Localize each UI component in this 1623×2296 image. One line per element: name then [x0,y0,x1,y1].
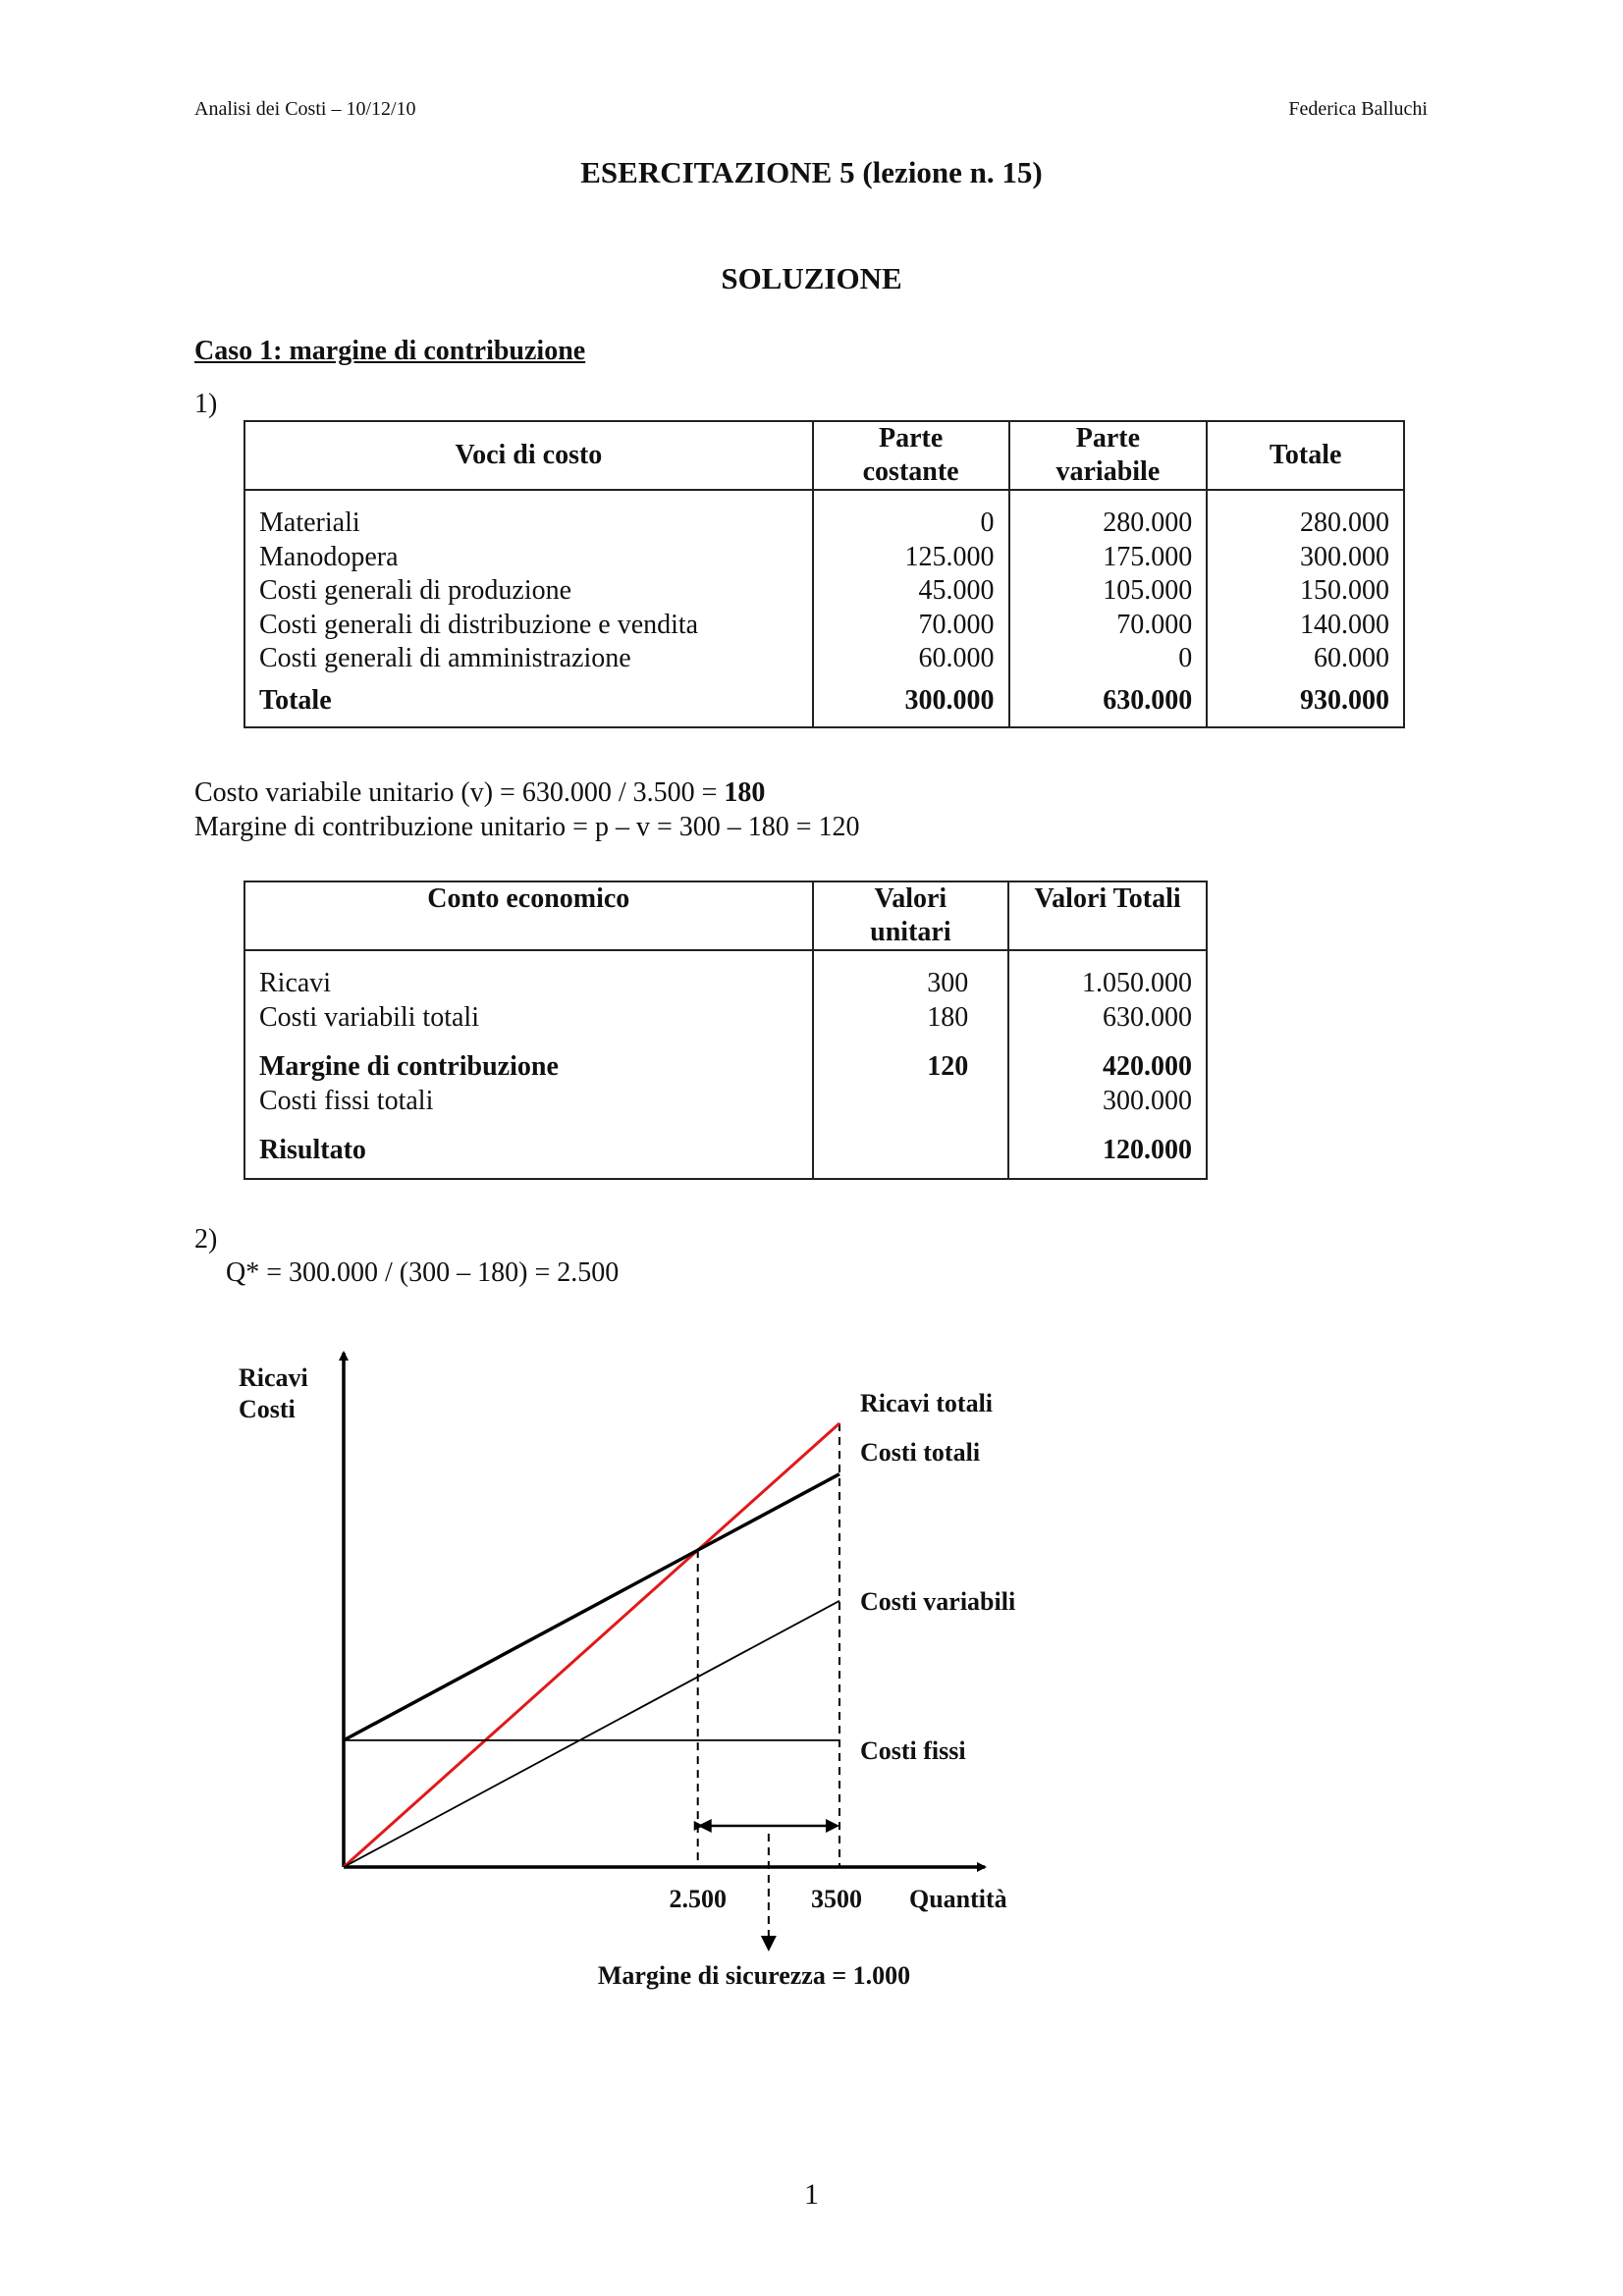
cell-label: Risultato [244,1118,813,1179]
header-costante: Parte costante [813,421,1009,490]
formula-margine-unitario: Margine di contribuzione unitario = p – v = 300 – 180 = 120 [194,812,860,842]
cell-total: 120.000 [1008,1118,1207,1179]
cell-voce: Costi generali di produzione [244,574,813,609]
cell-totale: 140.000 [1207,609,1404,643]
cell-costante: 70.000 [813,609,1009,643]
cell-costante: 125.000 [813,541,1009,575]
cell-costante: 0 [813,507,1009,541]
safety-margin-annotation: Margine di sicurezza = 1.000 [597,1961,911,1990]
cell-total: 420.000 [1008,1035,1207,1085]
series-line-costi-totali [344,1474,839,1740]
safety-margin-pointer-head [761,1936,777,1951]
cell-totale-total: 930.000 [1207,676,1404,727]
cell-voce: Manodopera [244,541,813,575]
cell-total: 300.000 [1008,1085,1207,1119]
page-number: 1 [804,2178,819,2211]
cell-voce: Costi generali di amministrazione [244,642,813,676]
safety-margin-arrowhead-left [698,1819,712,1833]
point-1-label: 1) [194,389,218,419]
header-left: Analisi dei Costi – 10/12/10 [194,98,416,120]
cell-variabile: 280.000 [1009,507,1208,541]
header-variabile: Parte variabile [1009,421,1208,490]
cell-variabile: 70.000 [1009,609,1208,643]
label-costi-fissi: Costi fissi [860,1736,966,1765]
series-line-ricavi-totali [344,1423,839,1867]
series-line-costi-variabili [344,1601,839,1867]
cell-unit: 120 [813,1035,1009,1085]
cell-total: 1.050.000 [1008,967,1207,1001]
header-voci: Voci di costo [244,421,813,490]
cell-totale: 60.000 [1207,642,1404,676]
cell-label: Costi variabili totali [244,1001,813,1036]
cell-label: Margine di contribuzione [244,1035,813,1085]
point-2-label: 2) [194,1224,218,1255]
header-totali: Valori Totali [1008,881,1207,950]
y-axis-label-ricavi: Ricavi [239,1363,308,1392]
header-totale: Totale [1207,421,1404,490]
cell-totale: 280.000 [1207,507,1404,541]
section-heading: Caso 1: margine di contribuzione [194,336,586,366]
header-right: Federica Balluchi [1288,98,1428,120]
cell-label: Ricavi [244,967,813,1001]
page-subtitle: SOLUZIONE [721,261,902,295]
y-axis-label-costi: Costi [239,1395,296,1423]
x-tick-label: 2.500 [669,1885,727,1913]
formula-result: 180 [724,777,766,808]
header-conto: Conto economico [244,881,813,950]
cell-voce-total: Totale [244,676,813,727]
safety-margin-arrowhead-right [826,1819,839,1833]
label-costi-totali: Costi totali [860,1438,981,1467]
cell-voce: Costi generali di distribuzione e vendita [244,609,813,643]
cell-unit: 180 [813,1001,1009,1036]
cell-unit: 300 [813,967,1009,1001]
cell-costante: 45.000 [813,574,1009,609]
cell-costante: 60.000 [813,642,1009,676]
cell-variabile-total: 630.000 [1009,676,1208,727]
cell-voce: Materiali [244,507,813,541]
header-unitari: Valori unitari [813,881,1009,950]
cell-label: Costi fissi totali [244,1085,813,1119]
cell-total: 630.000 [1008,1001,1207,1036]
cell-totale: 150.000 [1207,574,1404,609]
x-axis-label: Quantità [909,1885,1007,1913]
x-tick-label: 3500 [811,1885,862,1913]
cell-variabile: 175.000 [1009,541,1208,575]
label-ricavi-totali: Ricavi totali [860,1389,994,1417]
label-costi-variabili: Costi variabili [860,1587,1016,1616]
page-title: ESERCITAZIONE 5 (lezione n. 15) [580,155,1043,189]
formula-text: Costo variabile unitario (v) = 630.000 / 3.500 = [194,777,725,808]
cell-variabile: 105.000 [1009,574,1208,609]
cell-totale: 300.000 [1207,541,1404,575]
cell-variabile: 0 [1009,642,1208,676]
cell-costante-total: 300.000 [813,676,1009,727]
formula-break-even: Q* = 300.000 / (300 – 180) = 2.500 [226,1257,620,1288]
